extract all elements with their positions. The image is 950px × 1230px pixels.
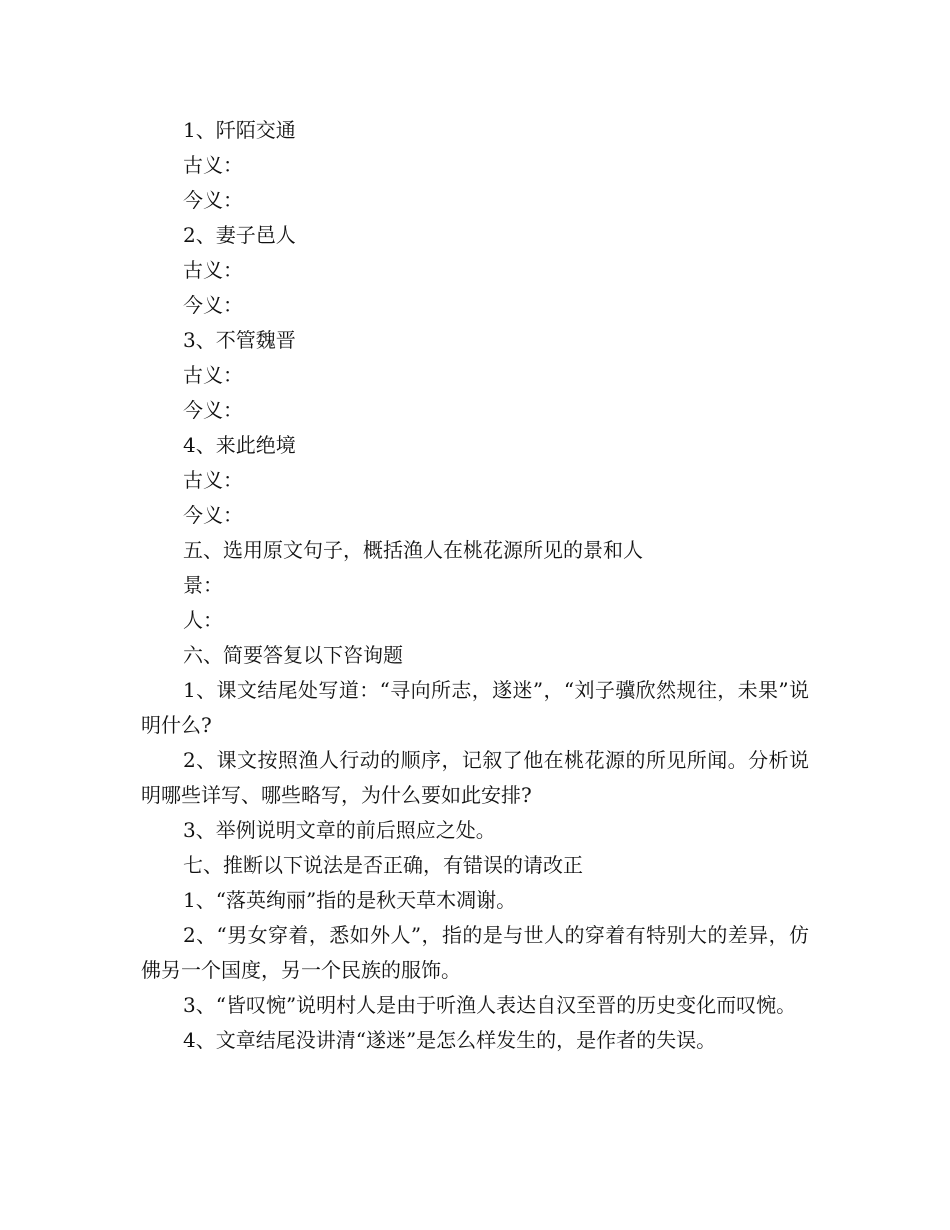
ancient-meaning-label: 古义： <box>183 363 243 387</box>
statement-item: 1、“落英绚丽”指的是秋天草木凋谢。 <box>183 888 517 912</box>
section-heading-7: 七、推断以下说法是否正确，有错误的请改正 <box>183 853 583 877</box>
ancient-meaning-label: 古义： <box>183 258 243 282</box>
statement-item: 4、文章结尾没讲清“遂迷”是怎么样发生的，是作者的失误。 <box>183 1028 717 1052</box>
modern-meaning-label: 今义： <box>183 188 243 212</box>
statement-item: 2、“男女穿着，悉如外人”，指的是与世人的穿着有特别大的差异，仿佛另一个国度，另一个民族的服饰。 <box>141 923 809 982</box>
scene-label: 景： <box>183 573 223 597</box>
ancient-meaning-label: 古义： <box>183 153 243 177</box>
section-heading-6: 六、简要答复以下咨询题 <box>183 643 403 667</box>
question-item: 3、举例说明文章的前后照应之处。 <box>183 818 496 842</box>
word-item-title: 1、阡陌交通 <box>183 118 296 142</box>
ancient-meaning-label: 古义： <box>183 468 243 492</box>
document-body <box>141 113 809 1058</box>
word-item-title: 4、来此绝境 <box>183 433 296 457</box>
modern-meaning-label: 今义： <box>183 503 243 527</box>
word-item-title: 3、不管魏晋 <box>183 328 296 352</box>
people-label: 人： <box>183 608 223 632</box>
question-item: 1、课文结尾处写道：“寻向所志，遂迷”，“刘子骥欣然规往，未果”说明什么? <box>141 678 809 737</box>
statement-item: 3、“皆叹惋”说明村人是由于听渔人表达自汉至晋的历史变化而叹惋。 <box>183 993 797 1017</box>
word-item-title: 2、妻子邑人 <box>183 223 296 247</box>
section-heading-5: 五、选用原文句子，概括渔人在桃花源所见的景和人 <box>183 538 643 562</box>
modern-meaning-label: 今义： <box>183 293 243 317</box>
modern-meaning-label: 今义： <box>183 398 243 422</box>
question-item: 2、课文按照渔人行动的顺序，记叙了他在桃花源的所见所闻。分析说明哪些详写、哪些略写，为什么要如此安排? <box>141 748 809 807</box>
